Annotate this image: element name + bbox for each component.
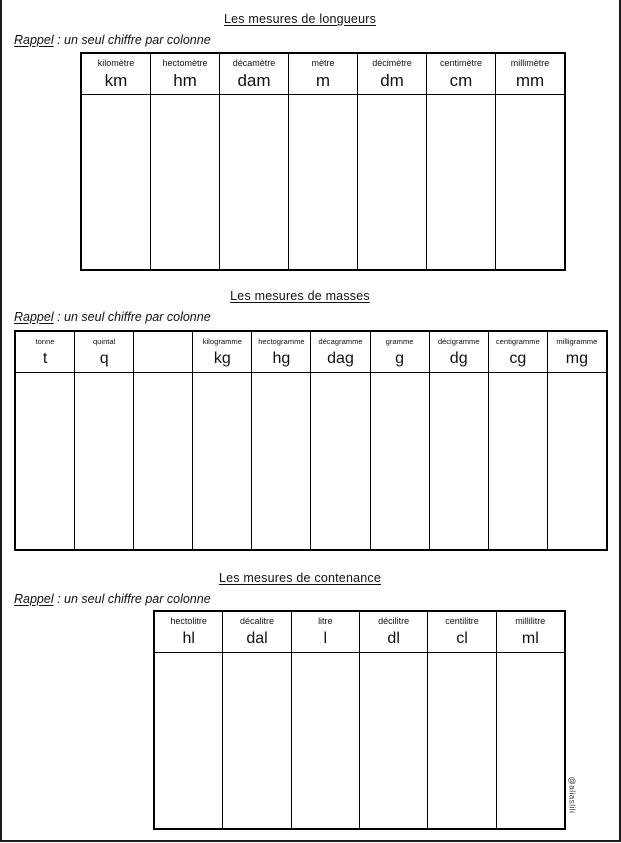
unit-abbreviation: l (323, 630, 328, 647)
unit-abbreviation: dal (246, 630, 268, 647)
header-cell (496, 54, 564, 94)
digit-entry-cell (358, 95, 427, 269)
digit-entry-cell (428, 653, 496, 828)
header-cell (427, 54, 496, 94)
digit-entry-cell (360, 653, 428, 828)
unit-name: hectomètre (162, 58, 208, 68)
digit-entry-cell (82, 95, 151, 269)
section-title: Les mesures de longueurs (223, 12, 377, 26)
reminder-label: Rappel (14, 592, 54, 606)
unit-name: décamètre (232, 58, 276, 68)
unit-name: décalitre (239, 616, 274, 626)
digit-entry-cell (134, 373, 193, 549)
section-title: Les mesures de contenance (218, 571, 382, 585)
unit-abbreviation: t (42, 350, 48, 367)
header-cell (16, 332, 75, 372)
unit-abbreviation: hg (272, 350, 291, 367)
header-cell (371, 332, 430, 372)
header-cell (289, 54, 358, 94)
digit-entry-cell (16, 373, 75, 549)
mass-units-table (14, 330, 608, 551)
header-cell (358, 54, 427, 94)
unit-abbreviation: mg (565, 350, 588, 367)
table-header-row (16, 332, 606, 373)
unit-abbreviation: hl (182, 630, 195, 647)
unit-name: litre (318, 616, 333, 626)
reminder-text: : un seul chiffre par colonne (53, 592, 211, 606)
table-body-row (16, 373, 606, 549)
unit-name: décagramme (318, 337, 363, 346)
digit-entry-cell (289, 95, 358, 269)
digit-entry-cell (548, 373, 606, 549)
unit-name: décigramme (437, 337, 480, 346)
unit-name: centimètre (439, 58, 483, 68)
unit-abbreviation: m (315, 71, 331, 90)
header-cell (155, 612, 223, 652)
unit-name: millilitre (515, 616, 546, 626)
unit-abbreviation: q (99, 350, 109, 367)
header-cell (75, 332, 134, 372)
table-header-row (155, 612, 564, 653)
unit-abbreviation: dm (380, 71, 404, 90)
section-title-row (0, 12, 600, 26)
unit-abbreviation: dl (387, 630, 400, 647)
digit-entry-cell (75, 373, 134, 549)
digit-entry-cell (223, 653, 291, 828)
unit-abbreviation: hm (173, 71, 197, 90)
unit-name: kilogramme (202, 337, 242, 346)
unit-name: centigramme (495, 337, 540, 346)
unit-abbreviation: dag (327, 350, 354, 367)
unit-name: décilitre (378, 616, 410, 626)
table-body-row (82, 95, 564, 269)
header-cell (311, 332, 370, 372)
unit-name: millimètre (510, 58, 550, 68)
reminder-text: : un seul chiffre par colonne (53, 33, 211, 47)
header-cell (489, 332, 548, 372)
author-watermark: @aliaslili (567, 776, 577, 814)
length-units-table (80, 52, 566, 271)
digit-entry-cell (193, 373, 252, 549)
digit-entry-cell (430, 373, 489, 549)
header-cell (430, 332, 489, 372)
header-cell (292, 612, 360, 652)
unit-name: gramme (385, 337, 414, 346)
unit-abbreviation: cg (509, 350, 527, 367)
table-body-row (155, 653, 564, 828)
reminder-text: : un seul chiffre par colonne (53, 310, 211, 324)
header-cell (252, 332, 311, 372)
header-cell (223, 612, 291, 652)
unit-abbreviation: cl (456, 630, 468, 647)
digit-entry-cell (489, 373, 548, 549)
section-title: Les mesures de masses (230, 289, 370, 303)
digit-entry-cell (155, 653, 223, 828)
reminder-note (14, 310, 211, 324)
digit-entry-cell (311, 373, 370, 549)
unit-name: tonne (35, 337, 55, 346)
unit-abbreviation: ml (521, 630, 539, 647)
unit-name: hectogramme (258, 337, 305, 346)
unit-name: hectolitre (170, 616, 207, 626)
header-cell (134, 332, 193, 372)
digit-entry-cell (220, 95, 289, 269)
unit-abbreviation: km (104, 71, 128, 90)
table-header-row (82, 54, 564, 95)
reminder-label: Rappel (14, 33, 54, 47)
unit-name: quintal (92, 337, 116, 346)
section-title-row (0, 289, 600, 303)
header-cell (82, 54, 151, 94)
digit-entry-cell (151, 95, 220, 269)
unit-abbreviation: mm (515, 71, 545, 90)
header-cell (151, 54, 220, 94)
reminder-note (14, 33, 211, 47)
capacity-units-table (153, 610, 566, 830)
unit-name: mètre (311, 58, 335, 68)
reminder-note (14, 592, 211, 606)
unit-abbreviation (134, 336, 192, 341)
unit-name: centilitre (445, 616, 479, 626)
unit-abbreviation: cm (449, 71, 473, 90)
header-cell (193, 332, 252, 372)
header-cell (497, 612, 564, 652)
unit-abbreviation: g (395, 350, 405, 367)
header-cell (360, 612, 428, 652)
section-title-row (0, 571, 600, 585)
unit-abbreviation: dg (449, 350, 468, 367)
header-cell (220, 54, 289, 94)
header-cell (548, 332, 606, 372)
digit-entry-cell (252, 373, 311, 549)
digit-entry-cell (496, 95, 564, 269)
unit-abbreviation: kg (213, 350, 231, 367)
reminder-label: Rappel (14, 310, 54, 324)
unit-name: kilomètre (97, 58, 135, 68)
unit-abbreviation: dam (237, 71, 271, 90)
digit-entry-cell (292, 653, 360, 828)
digit-entry-cell (497, 653, 564, 828)
unit-name: décimètre (372, 58, 412, 68)
header-cell (428, 612, 496, 652)
digit-entry-cell (371, 373, 430, 549)
unit-name: milligramme (556, 337, 598, 346)
digit-entry-cell (427, 95, 496, 269)
